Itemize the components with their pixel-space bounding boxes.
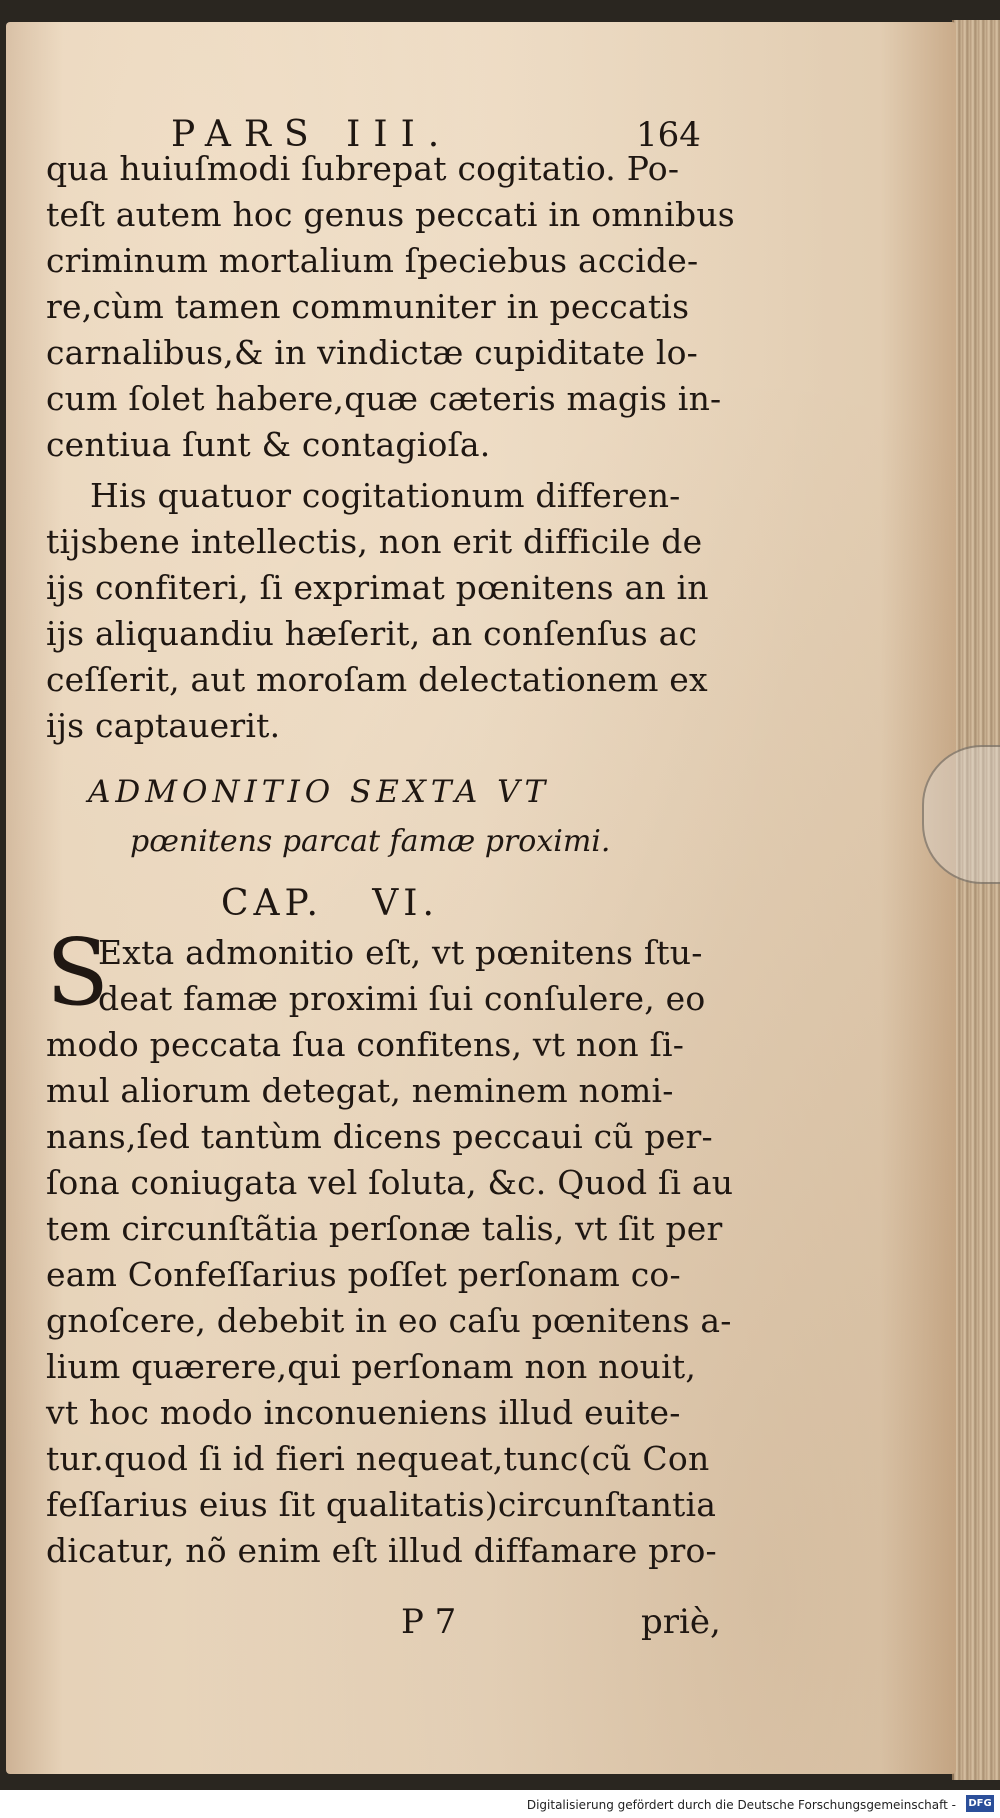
text-line: gnoſcere, debebit in eo caſu pœnitens a- (46, 1301, 732, 1340)
page-number: 164 (636, 115, 701, 155)
text-line: tijsbene intellectis, non erit difficile de (46, 522, 703, 561)
chapter-number: CAP. VI. (221, 883, 439, 924)
text-line: dicatur, nõ enim eſt illud diffamare pro- (46, 1531, 717, 1570)
text-line: cum ſolet habere,quæ cæteris magis in- (46, 379, 722, 418)
book-page-edges (952, 20, 1000, 1780)
text-line: ceſſerit, aut moroſam delectationem ex (46, 660, 708, 699)
text-line: lium quærere,qui perſonam non nouit, (46, 1347, 697, 1386)
text-line: carnalibus,& in vindictæ cupiditate lo- (46, 333, 698, 372)
text-line: nans,ſed tantùm dicens peccaui cũ per- (46, 1117, 713, 1156)
footer-credit: Digitalisierung gefördert durch die Deutsche Forschungsgemeinschaft - (526, 1798, 956, 1812)
text-line: tem circunſtãtia perſonæ talis, vt ſit per (46, 1209, 723, 1248)
text-line: tur.quod ſi id fieri nequeat,tunc(cũ Con (46, 1439, 710, 1478)
text-line: teſt autem hoc genus peccati in omnibus (46, 195, 735, 234)
book-page (6, 22, 956, 1774)
text-line: criminum mortalium ſpeciebus accide- (46, 241, 699, 280)
drop-cap: S (46, 919, 110, 1026)
text-line: feſſarius eius ſit qualitatis)circunſtantia (46, 1485, 717, 1524)
catchword: priè, (641, 1602, 721, 1642)
text-line: ſona coniugata vel ſoluta, &c. Quod ſi au (46, 1163, 734, 1202)
text-line: centiua ſunt & contagioſa. (46, 425, 491, 464)
text-line: modo peccata ſua confitens, vt non ſi- (46, 1025, 685, 1064)
text-line: ijs captauerit. (46, 706, 281, 745)
text-line: vt hoc modo inconueniens illud euite- (46, 1393, 681, 1432)
text-line: Exta admonitio eſt, vt pœnitens ſtu- (98, 933, 703, 972)
text-line: His quatuor cogitationum differen- (90, 476, 681, 515)
text-line: mul aliorum detegat, neminem nomi- (46, 1071, 674, 1110)
running-head-title: PARS III. (171, 114, 453, 155)
text-line: re,cùm tamen communiter in peccatis (46, 287, 690, 326)
admonition-subtitle: pœnitens parcat famæ proximi. (130, 824, 611, 859)
text-line: ijs confiteri, ſi exprimat pœnitens an in (46, 568, 709, 607)
text-line: eam Confeſſarius poſſet perſonam co- (46, 1255, 681, 1294)
text-line: deat famæ proximi ſui conſulere, eo (98, 979, 706, 1018)
dfg-logo: DFG (966, 1795, 994, 1812)
text-line: qua huiuſmodi ſubrepat cogitatio. Po- (46, 149, 680, 188)
signature-mark: P 7 (401, 1602, 457, 1642)
text-line: ijs aliquandiu hæſerit, an conſenſus ac (46, 614, 698, 653)
admonition-title: ADMONITIO SEXTA VT (88, 774, 551, 810)
